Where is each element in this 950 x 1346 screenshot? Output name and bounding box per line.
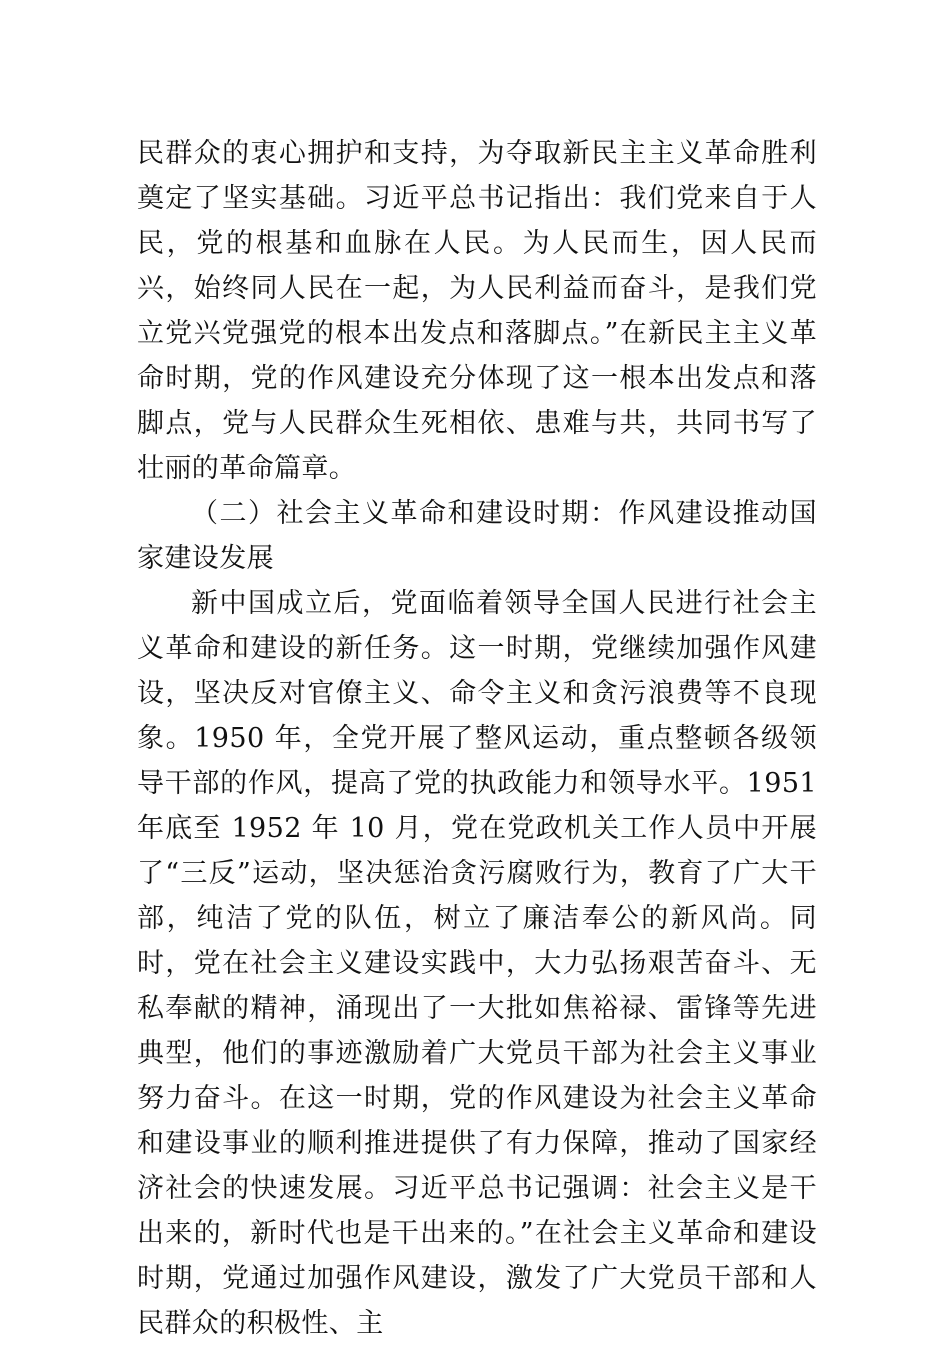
paragraph-continuation: 民群众的衷心拥护和支持，为夺取新民主主义革命胜利奠定了坚实基础。习近平总书记指出：我们党来自于人民，党的根基和血脉在人民。为人民而生，因人民而兴，始终同人民在一起，为人民利益而奋斗，是我们党立党兴党强党的根本出发点和落脚点。”在新民主主义革命时期，党的作风建设充分体现了这一根本出发点和落脚点，党与人民群众生死相依、患难与共，共同书写了壮丽的革命篇章。 bbox=[137, 138, 817, 484]
paragraph-body: 新中国成立后，党面临着领导全国人民进行社会主义革命和建设的新任务。这一时期，党继续加强作风建设，坚决反对官僚主义、命令主义和贪污浪费等不良现象。1950 年，全党开展了整风运动，重点整顿各级领导干部的作风，提高了党的执政能力和领导水平。1951 年底至 1952 年 10 月，党在党政机关工作人员中开展了“三反”运动，坚决惩治贪污腐败行为，教育了广大干部，纯洁了党的队伍，树立了廉洁奉公的新风尚。同时，党在社会主义建设实践中，大力弘扬艰苦奋斗、无私奉献的精神，涌现出了一大批如焦裕禄、雷锋等先进典型，他们的事迹激励着广大党员干部为社会主义事业努力奋斗。在这一时期，党的作风建设为社会主义革命和建设事业的顺利推进提供了有力保障，推动了国家经济社会的快速发展。习近平总书记强调：社会主义是干出来的，新时代也是干出来的。”在社会主义革命和建设时期，党通过加强作风建设，激发了广大党员干部和人民群众的积极性、主 bbox=[137, 588, 817, 1339]
section-heading: （二）社会主义革命和建设时期：作风建设推动国家建设发展 bbox=[137, 498, 817, 574]
document-body bbox=[137, 131, 817, 1346]
